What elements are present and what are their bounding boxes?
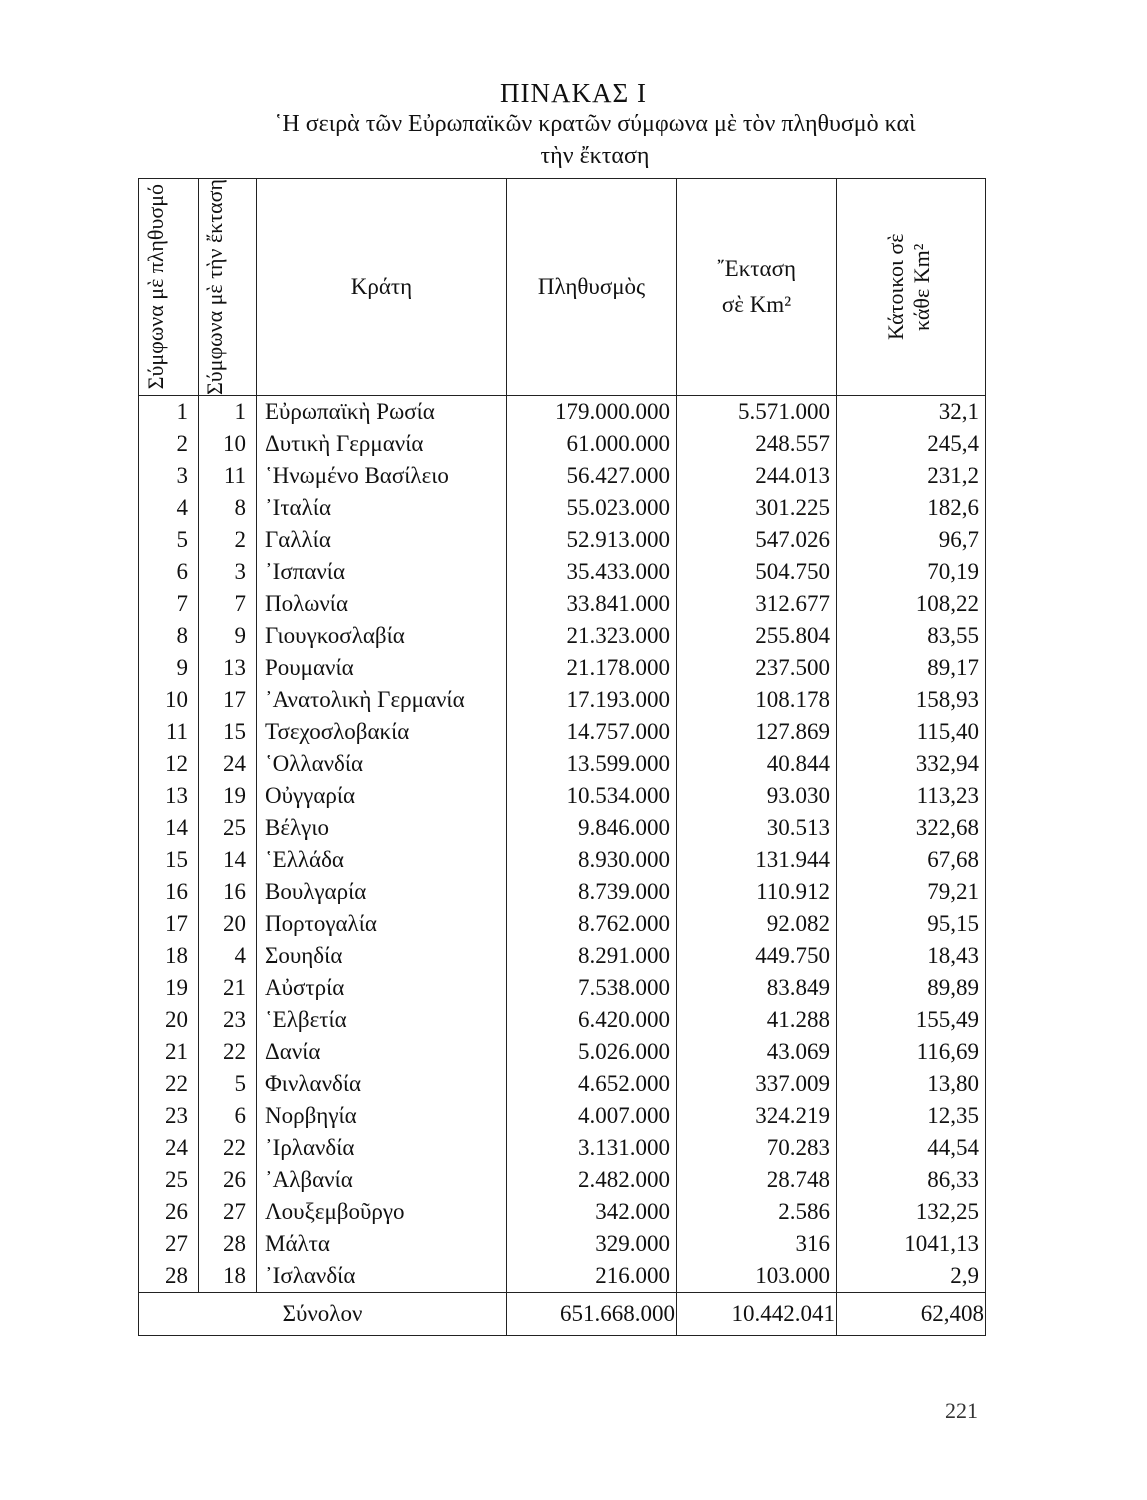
cell-rank-population: 15 [139,844,199,876]
countries-table [138,178,986,1336]
cell-rank-population: 14 [139,812,199,844]
cell-rank-area: 22 [199,1132,257,1164]
cell-country: Οὐγγαρία [257,780,507,812]
total-area: 10.442.041 [677,1293,837,1336]
cell-country: Δυτικὴ Γερμανία [257,428,507,460]
cell-population: 8.291.000 [507,940,677,972]
table-row [139,716,986,748]
cell-rank-population: 24 [139,1132,199,1164]
table-row [139,1100,986,1132]
cell-country: Πορτογαλία [257,908,507,940]
cell-rank-population: 23 [139,1100,199,1132]
cell-population: 10.534.000 [507,780,677,812]
cell-population: 61.000.000 [507,428,677,460]
cell-density: 113,23 [837,780,986,812]
cell-rank-area: 21 [199,972,257,1004]
cell-country: ᾿Αλβανία [257,1164,507,1196]
table-row [139,588,986,620]
table-row [139,492,986,524]
table-row [139,556,986,588]
cell-area: 449.750 [677,940,837,972]
header-country [257,179,507,396]
cell-country: Σουηδία [257,940,507,972]
cell-density: 89,89 [837,972,986,1004]
cell-rank-population: 8 [139,620,199,652]
cell-population: 55.023.000 [507,492,677,524]
table-row [139,780,986,812]
cell-country: Ρουμανία [257,652,507,684]
cell-rank-population: 7 [139,588,199,620]
cell-country: Φινλανδία [257,1068,507,1100]
cell-rank-area: 16 [199,876,257,908]
cell-rank-area: 4 [199,940,257,972]
table-body [139,396,986,1293]
cell-country: ῾Ελβετία [257,1004,507,1036]
cell-area: 547.026 [677,524,837,556]
cell-density: 245,4 [837,428,986,460]
cell-rank-area: 6 [199,1100,257,1132]
header-rank-population [139,179,199,396]
header-country-text: Κράτη [350,274,413,300]
cell-rank-population: 26 [139,1196,199,1228]
cell-rank-population: 25 [139,1164,199,1196]
cell-rank-area: 13 [199,652,257,684]
cell-rank-area: 25 [199,812,257,844]
cell-country: Γιουγκοσλαβία [257,620,507,652]
cell-density: 96,7 [837,524,986,556]
cell-rank-population: 13 [139,780,199,812]
cell-area: 108.178 [677,684,837,716]
cell-country: Γαλλία [257,524,507,556]
cell-rank-area: 22 [199,1036,257,1068]
cell-density: 182,6 [837,492,986,524]
cell-country: Πολωνία [257,588,507,620]
cell-density: 70,19 [837,556,986,588]
cell-rank-area: 23 [199,1004,257,1036]
cell-rank-population: 19 [139,972,199,1004]
cell-rank-population: 9 [139,652,199,684]
cell-population: 21.178.000 [507,652,677,684]
total-label: Σύνολον [139,1293,507,1336]
cell-country: ῾Ολλανδία [257,748,507,780]
table-row [139,428,986,460]
cell-area: 43.069 [677,1036,837,1068]
table-row [139,684,986,716]
cell-area: 237.500 [677,652,837,684]
cell-rank-area: 14 [199,844,257,876]
cell-density: 231,2 [837,460,986,492]
cell-density: 115,40 [837,716,986,748]
table-row [139,972,986,1004]
cell-area: 5.571.000 [677,396,837,429]
subtitle-line-1: ῾Η σειρὰ τῶν Εὐρωπαϊκῶν κρατῶν σύμφωνα μὲ τὸν πληθυσμὸ καὶ [274,111,916,137]
table-header-row [139,179,986,396]
cell-density: 18,43 [837,940,986,972]
table-title: ΠΙΝΑΚΑΣ Ι [500,78,647,108]
cell-area: 92.082 [677,908,837,940]
cell-country: ᾿Ισπανία [257,556,507,588]
cell-rank-population: 5 [139,524,199,556]
cell-area: 244.013 [677,460,837,492]
cell-area: 30.513 [677,812,837,844]
cell-rank-area: 19 [199,780,257,812]
cell-area: 337.009 [677,1068,837,1100]
cell-density: 79,21 [837,876,986,908]
cell-population: 8.930.000 [507,844,677,876]
cell-rank-area: 28 [199,1228,257,1260]
table-row [139,1196,986,1228]
cell-area: 28.748 [677,1164,837,1196]
cell-rank-population: 11 [139,716,199,748]
cell-population: 33.841.000 [507,588,677,620]
cell-density: 12,35 [837,1100,986,1132]
cell-rank-area: 9 [199,620,257,652]
cell-density: 67,68 [837,844,986,876]
cell-population: 179.000.000 [507,396,677,429]
cell-area: 70.283 [677,1132,837,1164]
cell-rank-area: 20 [199,908,257,940]
cell-rank-area: 11 [199,460,257,492]
header-area-line-2: σὲ Km² [721,292,792,318]
cell-area: 316 [677,1228,837,1260]
cell-population: 17.193.000 [507,684,677,716]
cell-population: 5.026.000 [507,1036,677,1068]
total-population: 651.668.000 [507,1293,677,1336]
header-density [837,179,986,396]
table-row [139,1004,986,1036]
table-row [139,1228,986,1260]
table-row [139,844,986,876]
cell-population: 216.000 [507,1260,677,1293]
cell-population: 21.323.000 [507,620,677,652]
cell-rank-area: 3 [199,556,257,588]
table-row [139,1068,986,1100]
cell-area: 248.557 [677,428,837,460]
table-row [139,748,986,780]
cell-country: Μάλτα [257,1228,507,1260]
table-row [139,460,986,492]
table-row [139,524,986,556]
table-row [139,876,986,908]
cell-population: 6.420.000 [507,1004,677,1036]
cell-population: 329.000 [507,1228,677,1260]
cell-population: 52.913.000 [507,524,677,556]
cell-country: Βουλγαρία [257,876,507,908]
cell-rank-population: 12 [139,748,199,780]
cell-country: ῾Ελλάδα [257,844,507,876]
cell-density: 158,93 [837,684,986,716]
cell-area: 504.750 [677,556,837,588]
header-population-text: Πληθυσμὸς [537,274,646,300]
cell-density: 155,49 [837,1004,986,1036]
cell-rank-population: 4 [139,492,199,524]
cell-rank-area: 8 [199,492,257,524]
cell-density: 1041,13 [837,1228,986,1260]
cell-area: 131.944 [677,844,837,876]
cell-density: 89,17 [837,652,986,684]
cell-population: 2.482.000 [507,1164,677,1196]
cell-population: 8.762.000 [507,908,677,940]
cell-density: 132,25 [837,1196,986,1228]
cell-area: 110.912 [677,876,837,908]
cell-area: 83.849 [677,972,837,1004]
cell-rank-area: 2 [199,524,257,556]
table-row [139,1132,986,1164]
cell-density: 332,94 [837,748,986,780]
cell-country: ᾿Ισλανδία [257,1260,507,1293]
cell-density: 86,33 [837,1164,986,1196]
cell-density: 13,80 [837,1068,986,1100]
cell-area: 301.225 [677,492,837,524]
cell-rank-area: 15 [199,716,257,748]
cell-country: Νορβηγία [257,1100,507,1132]
cell-rank-population: 6 [139,556,199,588]
cell-density: 83,55 [837,620,986,652]
cell-rank-population: 28 [139,1260,199,1293]
cell-area: 2.586 [677,1196,837,1228]
cell-population: 342.000 [507,1196,677,1228]
cell-density: 116,69 [837,1036,986,1068]
header-population [507,179,677,396]
table-row [139,620,986,652]
cell-area: 324.219 [677,1100,837,1132]
cell-rank-area: 17 [199,684,257,716]
cell-country: Δανία [257,1036,507,1068]
cell-area: 255.804 [677,620,837,652]
cell-rank-population: 17 [139,908,199,940]
page-number: 221 [945,1398,978,1423]
header-area [677,179,837,396]
cell-country: ῾Ηνωμένο Βασίλειο [257,460,507,492]
cell-rank-population: 22 [139,1068,199,1100]
table-row [139,652,986,684]
cell-population: 8.739.000 [507,876,677,908]
header-area-line-1: ῎Εκταση [716,256,797,282]
table-subtitle [195,108,995,172]
cell-country: ᾿Ιταλία [257,492,507,524]
header-rank-population-text: Σύμφωνα μὲ πληθυσμό [142,184,168,390]
cell-rank-population: 10 [139,684,199,716]
cell-area: 40.844 [677,748,837,780]
cell-rank-area: 27 [199,1196,257,1228]
cell-country: Λουξεμβοῦργο [257,1196,507,1228]
cell-country: Αὐστρία [257,972,507,1004]
cell-country: Εὐρωπαϊκὴ Ρωσία [257,396,507,429]
cell-rank-area: 26 [199,1164,257,1196]
cell-population: 14.757.000 [507,716,677,748]
cell-density: 322,68 [837,812,986,844]
cell-rank-population: 16 [139,876,199,908]
cell-area: 103.000 [677,1260,837,1293]
cell-density: 108,22 [837,588,986,620]
cell-population: 13.599.000 [507,748,677,780]
cell-rank-population: 21 [139,1036,199,1068]
cell-country: ᾿Ιρλανδία [257,1132,507,1164]
table-row [139,1036,986,1068]
cell-density: 32,1 [837,396,986,429]
cell-rank-area: 1 [199,396,257,429]
subtitle-line-2: τὴν ἔκταση [540,143,650,169]
cell-country: ᾿Ανατολικὴ Γερμανία [257,684,507,716]
table-row [139,908,986,940]
cell-rank-population: 20 [139,1004,199,1036]
cell-density: 44,54 [837,1132,986,1164]
table-row [139,1260,986,1293]
header-rank-area-text: Σύμφωνα μὲ τὴν ἔκταση [201,179,227,396]
cell-country: Βέλγιο [257,812,507,844]
cell-population: 35.433.000 [507,556,677,588]
cell-density: 2,9 [837,1260,986,1293]
cell-rank-area: 7 [199,588,257,620]
cell-rank-area: 5 [199,1068,257,1100]
cell-population: 4.007.000 [507,1100,677,1132]
cell-rank-population: 3 [139,460,199,492]
cell-rank-area: 18 [199,1260,257,1293]
table-row [139,1164,986,1196]
cell-rank-population: 18 [139,940,199,972]
cell-area: 93.030 [677,780,837,812]
cell-density: 95,15 [837,908,986,940]
total-row [139,1293,986,1336]
cell-area: 127.869 [677,716,837,748]
cell-rank-population: 27 [139,1228,199,1260]
cell-population: 56.427.000 [507,460,677,492]
cell-rank-area: 10 [199,428,257,460]
table-row [139,812,986,844]
cell-rank-population: 2 [139,428,199,460]
cell-rank-population: 1 [139,396,199,429]
cell-population: 9.846.000 [507,812,677,844]
table-row [139,940,986,972]
cell-area: 41.288 [677,1004,837,1036]
total-density: 62,408 [837,1293,986,1336]
cell-area: 312.677 [677,588,837,620]
cell-population: 3.131.000 [507,1132,677,1164]
cell-population: 4.652.000 [507,1068,677,1100]
cell-population: 7.538.000 [507,972,677,1004]
header-rank-area [199,179,257,396]
header-density-text: Κάτοικοι σὲ κάθε Km² [883,233,934,341]
cell-rank-area: 24 [199,748,257,780]
table-row [139,396,986,429]
cell-country: Τσεχοσλοβακία [257,716,507,748]
